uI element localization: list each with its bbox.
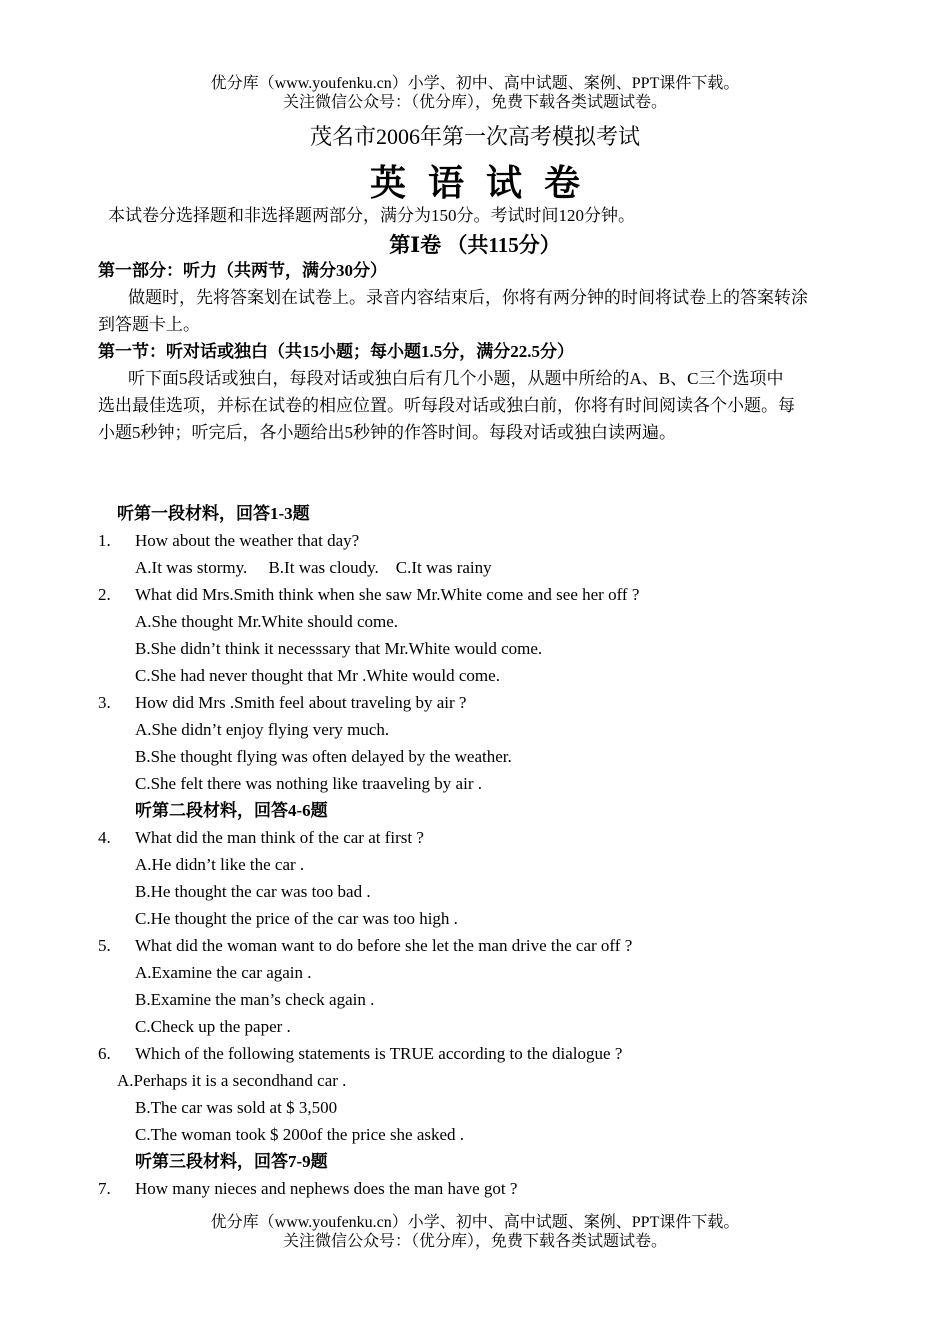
question-3-option-a: A.She didn’t enjoy flying very much.	[135, 720, 390, 739]
section1-instruction-3: 小题5秒钟；听完后，各小题给出5秒钟的作答时间。每段对话或独白读两遍。	[98, 423, 676, 442]
material-1-heading: 听第一段材料，回答1-3题	[117, 504, 310, 523]
question-number: 7.	[98, 1179, 111, 1198]
question-6-text: Which of the following statements is TRUE according to the dialogue ?	[135, 1044, 623, 1063]
section1-instruction-2: 选出最佳选项，并标在试卷的相应位置。听每段对话或独白前，你将有时间阅读各个小题。每	[98, 396, 795, 415]
question-2-text: What did Mrs.Smith think when she saw Mr.White come and see her off ?	[135, 585, 640, 604]
question-number: 6.	[98, 1044, 111, 1063]
part1-heading: 第一部分：听力（共两节，满分30分）	[98, 261, 387, 280]
question-6-option-a: A.Perhaps it is a secondhand car .	[117, 1071, 347, 1090]
question-5-option-a: A.Examine the car again .	[135, 963, 312, 982]
question-1-text: How about the weather that day?	[135, 531, 360, 550]
question-2-option-c: C.She had never thought that Mr .White would come.	[135, 666, 500, 685]
section-title: 第Ⅰ卷 （共115分）	[389, 233, 561, 257]
question-number: 1.	[98, 531, 111, 550]
question-5-option-b: B.Examine the man’s check again .	[135, 990, 375, 1009]
question-4-option-a: A.He didn’t like the car .	[135, 855, 305, 874]
question-6-option-c: C.The woman took $ 200of the price she asked .	[135, 1125, 465, 1144]
footer-line-2: 关注微信公众号：（优分库），免费下载各类试题试卷。	[282, 1233, 667, 1250]
question-6-option-b: B.The car was sold at $ 3,500	[135, 1098, 338, 1117]
question-5-text: What did the woman want to do before she let the man drive the car off ?	[135, 936, 633, 955]
question-number: 2.	[98, 585, 111, 604]
question-3-text: How did Mrs .Smith feel about traveling by air ?	[135, 693, 467, 712]
intro-text: 本试卷分选择题和非选择题两部分，满分为150分。考试时间120分钟。	[108, 206, 635, 225]
exam-subtitle: 茂名市2006年第一次高考模拟考试	[309, 124, 640, 149]
question-3-option-b: B.She thought flying was often delayed by the weather.	[135, 747, 512, 766]
footer-line-1: 优分库（www.youfenku.cn）小学、初中、高中试题、案例、PPT课件下载。	[210, 1214, 740, 1231]
question-5-option-c: C.Check up the paper .	[135, 1017, 291, 1036]
header-line-2: 关注微信公众号：（优分库），免费下载各类试题试卷。	[282, 94, 667, 111]
section1-heading: 第一节：听对话或独白（共15小题；每小题1.5分，满分22.5分）	[98, 342, 574, 361]
question-number: 5.	[98, 936, 111, 955]
question-2-option-b: B.She didn’t think it necesssary that Mr.White would come.	[135, 639, 543, 658]
question-number: 3.	[98, 693, 111, 712]
material-3-heading: 听第三段材料，回答7-9题	[135, 1152, 328, 1171]
part1-instruction-1: 做题时，先将答案划在试卷上。录音内容结束后，你将有两分钟的时间将试卷上的答案转涂	[128, 288, 808, 307]
question-number: 4.	[98, 828, 111, 847]
question-4-text: What did the man think of the car at first ?	[135, 828, 424, 847]
question-7-text: How many nieces and nephews does the man have got ?	[135, 1179, 518, 1198]
question-1-options: A.It was stormy. B.It was cloudy. C.It was rainy	[135, 558, 492, 577]
question-4-option-c: C.He thought the price of the car was too high .	[135, 909, 458, 928]
material-2-heading: 听第二段材料，回答4-6题	[135, 801, 328, 820]
question-3-option-c: C.She felt there was nothing like traaveling by air .	[135, 774, 482, 793]
part1-instruction-2: 到答题卡上。	[98, 315, 200, 334]
question-2-option-a: A.She thought Mr.White should come.	[135, 612, 399, 631]
header-line-1: 优分库（www.youfenku.cn）小学、初中、高中试题、案例、PPT课件下载。	[210, 75, 740, 92]
exam-title: 英语试卷	[369, 163, 602, 204]
section1-instruction-1: 听下面5段话或独白，每段对话或独白后有几个小题，从题中所给的A、B、C三个选项中	[128, 369, 784, 388]
question-4-option-b: B.He thought the car was too bad .	[135, 882, 371, 901]
